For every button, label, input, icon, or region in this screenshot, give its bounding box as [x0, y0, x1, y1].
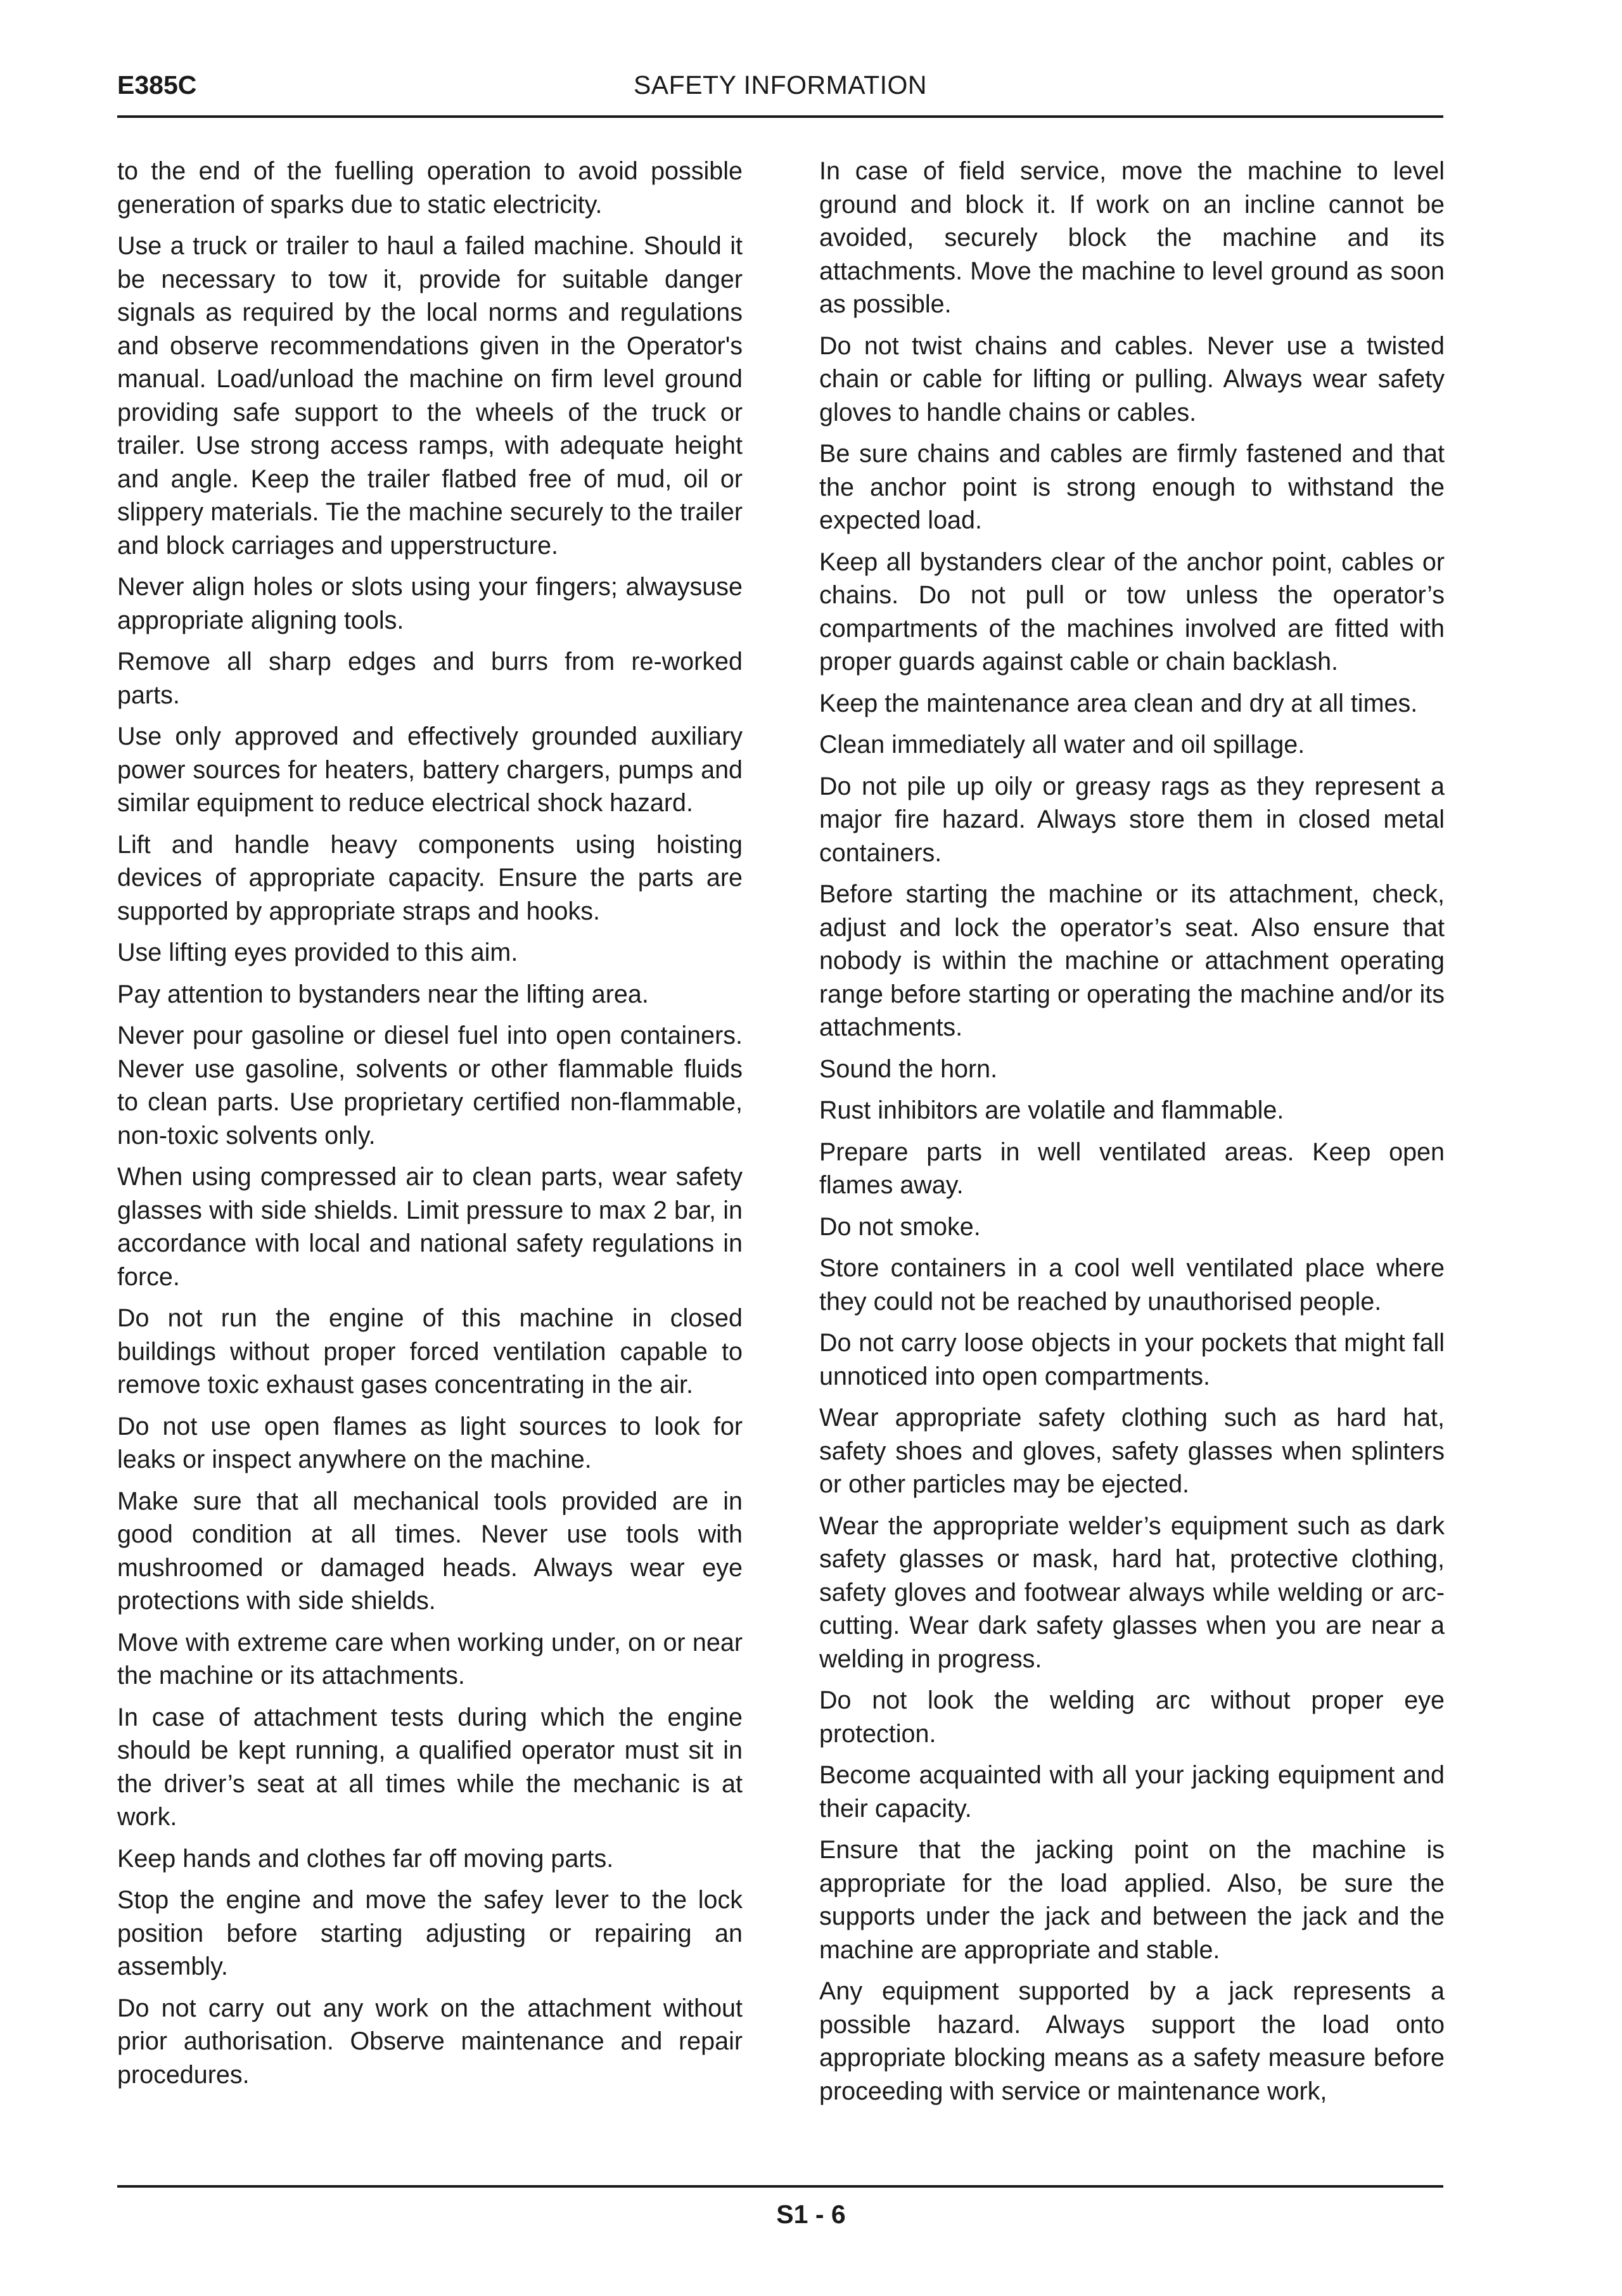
- paragraph: Use a truck or trailer to haul a failed machine. Should it be necessary to tow it, provide for suitable danger signals as required by the local norms and regulations and observe recommendations given in the Operator's manual. Load/unload the machine on firm level ground providing safe support to the wheels of the truck or trailer. Use strong access ramps, with adequate height and angle. Keep the trailer flatbed free of mud, oil or slippery materials. Tie the machine securely to the trailer and block carriages and upperstructure.: [117, 232, 743, 560]
- paragraph: Never pour gasoline or diesel fuel into open containers. Never use gasoline, solvents or other flammable fluids to clean parts. Use proprietary certified non-flammable, non-toxic solvents only.: [117, 1022, 743, 1150]
- paragraph: Stop the engine and move the safey lever to the lock position before starting adjusting or repairing an assembly.: [117, 1886, 743, 1980]
- paragraph: Be sure chains and cables are firmly fastened and that the anchor point is strong enough to withstand the expected load.: [819, 440, 1445, 534]
- paragraph: to the end of the fuelling operation to avoid possible generation of sparks due to static electricity.: [117, 157, 743, 219]
- paragraph: Do not carry loose objects in your pockets that might fall unnoticed into open compartments.: [819, 1329, 1445, 1390]
- paragraph: Make sure that all mechanical tools provided are in good condition at all times. Never use tools with mushroomed or damaged heads. Always wear eye protections with side shields.: [117, 1487, 743, 1615]
- header-divider: [117, 115, 1443, 118]
- paragraph: Do not twist chains and cables. Never use a twisted chain or cable for lifting or pulling. Always wear safety gloves to handle chains or cables.: [819, 331, 1445, 426]
- paragraph: Use lifting eyes provided to this aim.: [117, 939, 518, 966]
- page-number: S1 - 6: [776, 2200, 846, 2229]
- paragraph: Do not pile up oily or greasy rags as they represent a major fire hazard. Always store them in closed metal containers.: [819, 772, 1445, 867]
- paragraph: Never align holes or slots using your fingers; alwaysuse appropriate aligning tools.: [117, 573, 743, 634]
- paragraph: Sound the horn.: [819, 1055, 998, 1083]
- paragraph: Pay attention to bystanders near the lifting area.: [117, 980, 649, 1008]
- paragraph: Use only approved and effectively grounded auxiliary power sources for heaters, battery chargers, pumps and similar equipment to reduce electrical shock hazard.: [117, 722, 743, 817]
- model-code: E385C: [117, 70, 197, 99]
- paragraph: Do not look the welding arc without proper eye protection.: [819, 1686, 1445, 1748]
- paragraph: Before starting the machine or its attachment, check, adjust and lock the operator’s seat. Also ensure that nobody is within the machine or attachment operating range before starting or operating the machine and/or its attachments.: [819, 880, 1445, 1041]
- paragraph: Keep all bystanders clear of the anchor point, cables or chains. Do not pull or tow unless the operator’s compartments of the machines involved are fitted with proper guards against cable or chain backlash.: [819, 548, 1445, 676]
- paragraph: Do not carry out any work on the attachment without prior authorisation. Observe maintenance and repair procedures.: [117, 1994, 743, 2089]
- paragraph: Move with extreme care when working under, on or near the machine or its attachments.: [117, 1628, 743, 1690]
- paragraph: In case of attachment tests during which the engine should be kept running, a qualified operator must sit in the driver’s seat at all times while the mechanic is at work.: [117, 1703, 743, 1831]
- paragraph: In case of field service, move the machine to level ground and block it. If work on an incline cannot be avoided, securely block the machine and its attachments. Move the machine to level ground as soon as possible.: [819, 157, 1445, 318]
- right-column: [819, 155, 1445, 2116]
- paragraph: Do not use open flames as light sources to look for leaks or inspect anywhere on the machine.: [117, 1412, 743, 1473]
- footer-divider: [117, 2185, 1443, 2188]
- paragraph: Keep hands and clothes far off moving parts.: [117, 1844, 614, 1873]
- paragraph: When using compressed air to clean parts, wear safety glasses with side shields. Limit pressure to max 2 bar, in accordance with local and national safety regulations in force.: [117, 1163, 743, 1291]
- paragraph: Prepare parts in well ventilated areas. Keep open flames away.: [819, 1138, 1445, 1199]
- paragraph: Keep the maintenance area clean and dry at all times.: [819, 689, 1418, 717]
- paragraph: Store containers in a cool well ventilated place where they could not be reached by unauthorised people.: [819, 1254, 1445, 1316]
- paragraph: Wear the appropriate welder’s equipment such as dark safety glasses or mask, hard hat, protective clothing, safety gloves and footwear always while welding or arc-cutting. Wear dark safety glasses when you are near a welding in progress.: [819, 1511, 1445, 1673]
- section-title: SAFETY INFORMATION: [633, 70, 928, 99]
- paragraph: Remove all sharp edges and burrs from re-worked parts.: [117, 648, 743, 709]
- paragraph: Ensure that the jacking point on the machine is appropriate for the load applied. Also, be sure the supports under the jack and between the jack and the machine are appropriate and stable.: [819, 1836, 1445, 1964]
- paragraph: Clean immediately all water and oil spillage.: [819, 731, 1305, 759]
- left-column: [117, 155, 743, 2100]
- paragraph: Rust inhibitors are volatile and flammable.: [819, 1096, 1284, 1124]
- paragraph: Any equipment supported by a jack represents a possible hazard. Always support the load onto appropriate blocking means as a safety measure before proceeding with service or maintenance work,: [819, 1977, 1445, 2105]
- paragraph: Do not smoke.: [819, 1212, 981, 1241]
- paragraph: Lift and handle heavy components using hoisting devices of appropriate capacity. Ensure the parts are supported by appropriate straps and hooks.: [117, 830, 743, 925]
- paragraph: Become acquainted with all your jacking equipment and their capacity.: [819, 1761, 1445, 1823]
- paragraph: Wear appropriate safety clothing such as hard hat, safety shoes and gloves, safety glasses when splinters or other particles may be ejected.: [819, 1404, 1445, 1498]
- paragraph: Do not run the engine of this machine in closed buildings without proper forced ventilation capable to remove toxic exhaust gases concentrating in the air.: [117, 1304, 743, 1399]
- page-header: [117, 68, 1443, 106]
